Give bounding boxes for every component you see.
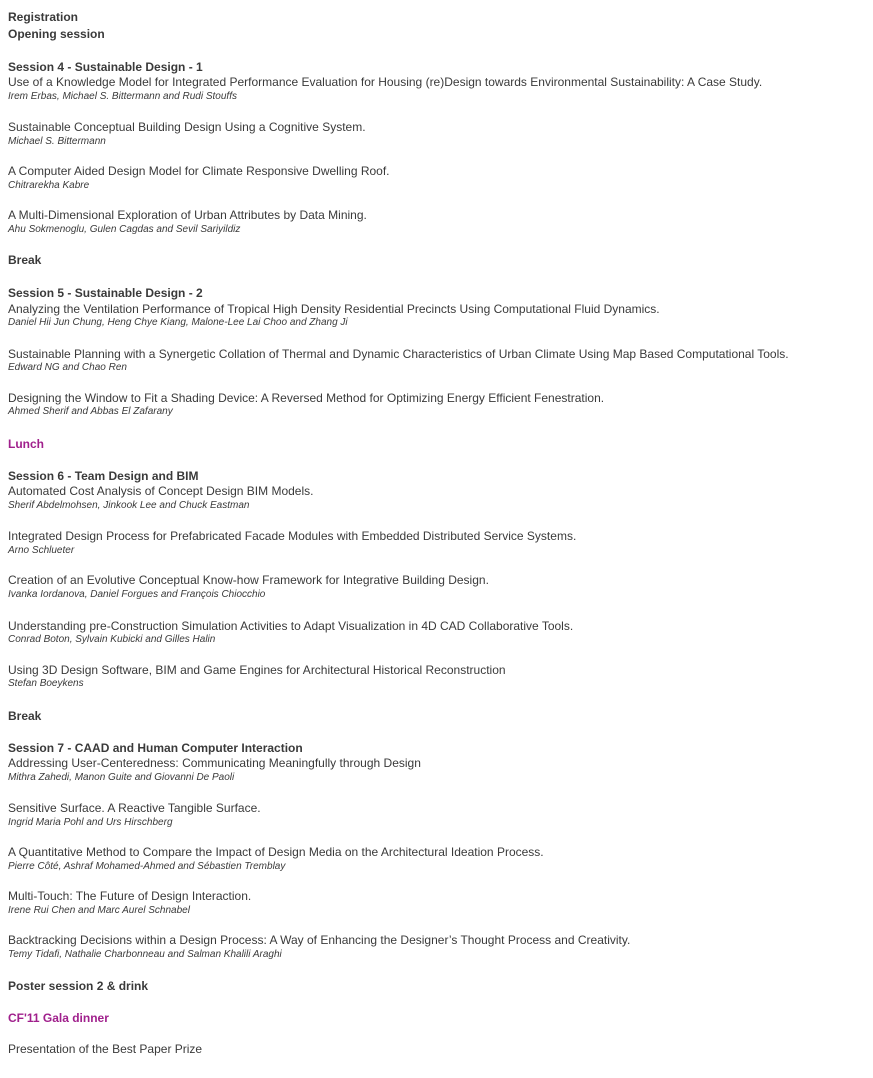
paper-authors: Mithra Zahedi, Manon Guite and Giovanni De Paoli <box>8 772 235 783</box>
opening-session-heading: Opening session <box>8 27 105 41</box>
paper-authors: Sherif Abdelmohsen, Jinkook Lee and Chuck Eastman <box>8 500 250 511</box>
paper-title: Backtracking Decisions within a Design Process: A Way of Enhancing the Designer’s Thought Process and Creativity. <box>8 933 631 947</box>
session-5-title: Session 5 - Sustainable Design - 2 <box>8 286 203 300</box>
paper-title: Use of a Knowledge Model for Integrated Performance Evaluation for Housing (re)Design towards Environmental Sustainability: A Case Study. <box>8 75 763 89</box>
paper-title: Analyzing the Ventilation Performance of Tropical High Density Residential Precincts Using Computational Fluid Dynamics. <box>8 302 660 316</box>
paper-title: Sensitive Surface. A Reactive Tangible Surface. <box>8 801 261 815</box>
paper-title: Designing the Window to Fit a Shading Device: A Reversed Method for Optimizing Energy Efficient Fenestration. <box>8 391 605 405</box>
paper-authors: Edward NG and Chao Ren <box>8 362 127 373</box>
session-7-title: Session 7 - CAAD and Human Computer Interaction <box>8 741 303 755</box>
paper-title: Sustainable Planning with a Synergetic Collation of Thermal and Dynamic Characteristics of Urban Climate Using Map Based Computational Tools. <box>8 347 789 361</box>
paper-title: A Quantitative Method to Compare the Impact of Design Media on the Architectural Ideation Process. <box>8 845 544 859</box>
registration-heading: Registration <box>8 10 79 24</box>
paper-authors: Arno Schlueter <box>8 545 75 556</box>
paper-title: Using 3D Design Software, BIM and Game Engines for Architectural Historical Reconstruction <box>8 663 506 677</box>
session-6-title: Session 6 - Team Design and BIM <box>8 469 199 483</box>
paper-title: Automated Cost Analysis of Concept Design BIM Models. <box>8 484 314 498</box>
paper-title: Integrated Design Process for Prefabricated Facade Modules with Embedded Distributed Service Systems. <box>8 529 577 543</box>
paper-authors: Conrad Boton, Sylvain Kubicki and Gilles Halin <box>8 634 216 645</box>
lunch-heading: Lunch <box>8 437 44 451</box>
paper-title: Multi-Touch: The Future of Design Interaction. <box>8 889 252 903</box>
paper-authors: Chitrarekha Kabre <box>8 180 90 191</box>
paper-authors: Stefan Boeykens <box>8 678 84 689</box>
paper-title: Sustainable Conceptual Building Design Using a Cognitive System. <box>8 120 366 134</box>
poster-session-heading: Poster session 2 & drink <box>8 979 149 993</box>
gala-dinner-heading: CF'11 Gala dinner <box>8 1011 109 1025</box>
paper-authors: Ingrid Maria Pohl and Urs Hirschberg <box>8 817 173 828</box>
paper-authors: Pierre Côté, Ashraf Mohamed-Ahmed and Sébastien Tremblay <box>8 861 286 872</box>
paper-authors: Irem Erbas, Michael S. Bittermann and Rudi Stouffs <box>8 91 237 102</box>
paper-authors: Ivanka Iordanova, Daniel Forgues and François Chiocchio <box>8 589 266 600</box>
paper-title: A Multi-Dimensional Exploration of Urban Attributes by Data Mining. <box>8 208 367 222</box>
best-paper-prize: Presentation of the Best Paper Prize <box>8 1042 203 1056</box>
paper-title: A Computer Aided Design Model for Climate Responsive Dwelling Roof. <box>8 164 390 178</box>
break-heading: Break <box>8 253 42 267</box>
break-heading: Break <box>8 709 42 723</box>
paper-authors: Ahmed Sherif and Abbas El Zafarany <box>8 406 173 417</box>
paper-authors: Ahu Sokmenoglu, Gulen Cagdas and Sevil Sariyildiz <box>8 224 241 235</box>
paper-authors: Temy Tidafi, Nathalie Charbonneau and Salman Khalili Araghi <box>8 949 282 960</box>
paper-title: Understanding pre-Construction Simulation Activities to Adapt Visualization in 4D CAD Collaborative Tools. <box>8 619 574 633</box>
paper-authors: Daniel Hii Jun Chung, Heng Chye Kiang, Malone-Lee Lai Choo and Zhang Ji <box>8 317 348 328</box>
paper-title: Addressing User-Centeredness: Communicating Meaningfully through Design <box>8 756 421 770</box>
paper-authors: Irene Rui Chen and Marc Aurel Schnabel <box>8 905 190 916</box>
paper-authors: Michael S. Bittermann <box>8 136 106 147</box>
session-4-title: Session 4 - Sustainable Design - 1 <box>8 60 203 74</box>
paper-title: Creation of an Evolutive Conceptual Know-how Framework for Integrative Building Design. <box>8 573 489 587</box>
